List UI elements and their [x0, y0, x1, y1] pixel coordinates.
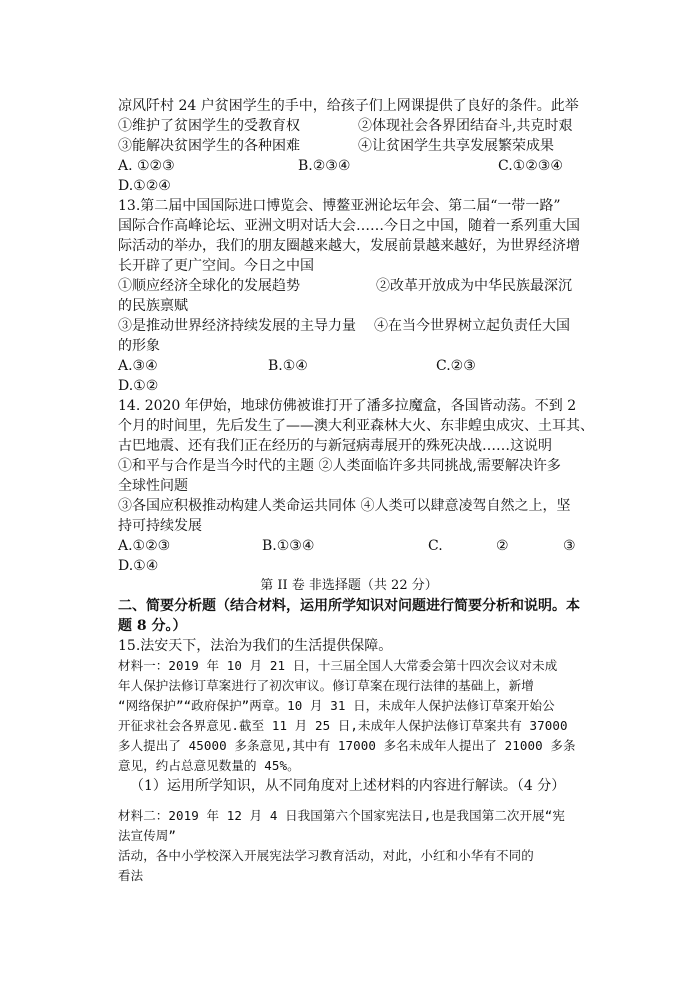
q13-option-4: ④在当今世界树立起负责任大国	[374, 318, 570, 334]
q13-options-row-2	[118, 316, 580, 336]
q14-options-3-4: ③各国应积极推动构建人类命运共同体 ④人类可以肆意凌驾自然之上，坚	[118, 498, 571, 514]
q13-options-row-1	[118, 276, 580, 296]
q15-material-2-line-3: 活动，各中小学校深入开展宪法学习教育活动，对此，小红和小华有不同的	[118, 848, 534, 863]
q14-options-3-4-cont: 持可持续发展	[118, 518, 202, 534]
q13-option-2: ②改革开放成为中华民族最深沉	[376, 278, 572, 294]
q13-stem-line-3: 际活动的举办，我们的朋友圈越来越大，发展前景越来越好，为世界经济增	[118, 238, 580, 254]
q13-choice-b: B.①④	[268, 358, 308, 374]
q14-options-1-2: ①和平与合作是当今时代的主题 ②人类面临许多共同挑战,需要解决许多	[118, 458, 561, 474]
q15-subquestion-1: （1）运用所学知识，从不同角度对上述材料的内容进行解读。（4 分）	[130, 778, 566, 794]
q13-option-4-cont: 的形象	[118, 338, 160, 354]
q13-choice-a: A.③④	[118, 358, 158, 374]
q12-choices-row	[118, 156, 580, 176]
q14-stem-line-2: 个月的时间里，先后发生了——澳大利亚森林大火、东非蝗虫成灾、土耳其、	[118, 418, 594, 434]
q13-choice-c: C.②③	[436, 358, 476, 374]
q14-choice-c-item-3: ③	[563, 538, 576, 554]
q12-choice-c: C.①②③④	[498, 158, 563, 174]
q13-choice-d: D.①②	[118, 378, 159, 394]
q15-material-1-line-3: “网络保护”“政府保护”两章。10 月 31 日，未成年人保护法修订草案开始公	[118, 698, 555, 713]
q15-material-1-line-5: 多人提出了 45000 多条意见,其中有 17000 多名未成年人提出了 21000 多条	[118, 738, 576, 753]
q12-option-1: ①维护了贫困学生的受教育权	[118, 118, 300, 134]
q13-option-3: ③是推动世界经济持续发展的主导力量	[118, 318, 356, 334]
q14-choices-row	[118, 536, 580, 556]
q15-title: 15.法安天下，法治为我们的生活提供保障。	[118, 638, 393, 654]
q12-stem-tail: 凉风阡村 24 户贫困学生的手中，给孩子们上网课提供了良好的条件。此举	[118, 98, 579, 114]
q15-material-1-line-1: 材料一：2019 年 10 月 21 日，十三届全国人大常委会第十四次会议对未成	[118, 658, 558, 673]
section-2-title-cont: 题 8 分。）	[118, 618, 187, 634]
q13-choices-row	[118, 356, 580, 376]
q12-option-2: ②体现社会各界团结奋斗,共克时艰	[358, 118, 573, 134]
q12-option-4: ④让贫困学生共享发展繁荣成果	[358, 138, 554, 154]
section-2-title: 二、简要分析题（结合材料，运用所学知识对问题进行简要分析和说明。本	[118, 598, 580, 614]
q15-material-1-line-4: 开征求社会各界意见.截至 11 月 25 日,未成年人保护法修订草案共有 37000	[118, 718, 568, 733]
q15-material-2-line-2: 法宣传周”	[118, 828, 177, 843]
q14-options-1-2-cont: 全球性问题	[118, 478, 188, 494]
q15-material-2-line-1: 材料二：2019 年 12 月 4 日我国第六个国家宪法日,也是我国第二次开展“宪	[118, 808, 565, 823]
q12-option-3: ③能解决贫困学生的各种困难	[118, 138, 300, 154]
part2-heading: 第 II 卷 非选择题（共 22 分）	[260, 578, 438, 593]
q13-option-2-cont: 的民族禀赋	[118, 298, 188, 314]
spacer	[118, 796, 580, 806]
q15-material-1-line-6: 意见，约占总意见数量的 45%。	[118, 758, 300, 773]
q13-option-1: ①顺应经济全球化的发展趋势	[118, 278, 300, 294]
q15-material-2-line-4: 看法	[118, 868, 144, 883]
q13-stem-line-4: 长开辟了更广空间。今日之中国	[118, 258, 314, 274]
q13-stem-line-2: 国际合作高峰论坛、亚洲文明对话大会……今日之中国，随着一系列重大国	[118, 218, 580, 234]
q14-choice-c-label: C.	[428, 538, 443, 554]
q13-stem-line-1: 13.第二届中国国际进口博览会、博鳌亚洲论坛年会、第二届“一带一路”	[118, 198, 561, 214]
q14-choice-c-item-2: ②	[496, 538, 509, 554]
q12-choice-a: A. ①②③	[118, 158, 175, 174]
q12-choice-b: B.②③④	[298, 158, 351, 174]
q14-stem-line-1: 14. 2020 年伊始，地球仿佛被谁打开了潘多拉魔盒，各国皆动荡。不到 2	[118, 398, 577, 414]
q12-options-row-1	[118, 116, 580, 136]
q14-stem-line-3: 古巴地震、还有我们正在经历的与新冠病毒展开的殊死决战……这说明	[118, 438, 552, 454]
q15-material-1-line-2: 年人保护法修订草案进行了初次审议。修订草案在现行法律的基础上，新增	[118, 678, 534, 693]
exam-page	[118, 96, 594, 886]
q12-choice-d: D.①②④	[118, 178, 171, 194]
q14-choice-d: D.①④	[118, 558, 159, 574]
q12-options-row-2	[118, 136, 580, 156]
q14-choice-b: B.①③④	[262, 538, 315, 554]
q14-choice-a: A.①②③	[118, 538, 171, 554]
